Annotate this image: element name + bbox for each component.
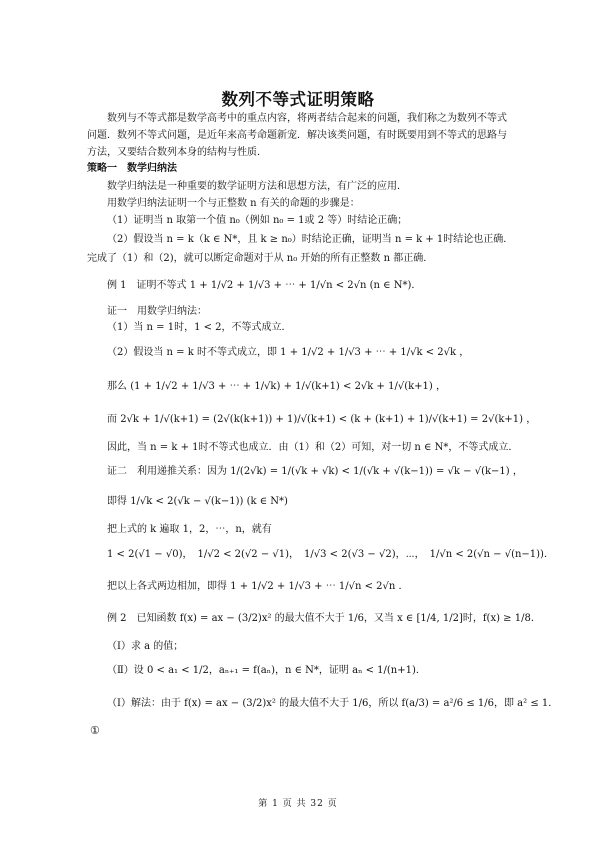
math-line-formula: 1 + 1/√2 + 1/√3 + ⋯ 1/√n < 2√n ． [230, 581, 409, 592]
math-line [107, 346, 469, 360]
intro-paragraph: 数列与不等式都是数学高考中的重点内容，将两者结合起来的问题，我们称之为数列不等式问题．数列不等式问题，是近年来高考命题新宠．解决该类问题，有时既要用到不等式的思路与方法，又要结合数列本身的结构与性质． [87, 113, 507, 158]
math-line-label: 那么 [107, 381, 127, 392]
example-2-line: 例 2 已知函数 f(x) = ax − (3/2)x² 的最大值不大于 1/6，又当 x ∈ [1/4, 1/2]时，f(x) ≥ 1/8． [107, 613, 541, 624]
math-line-label: 证二 利用递推关系：因为 [107, 466, 227, 477]
math-line [107, 465, 523, 479]
math-line: 1 < 2(√1 − √0)， 1/√2 < 2(√2 − √1)， 1/√3 < 2(√3 − √2)，⋯， 1/√n < 2(√n − √(n−1))． [107, 549, 554, 560]
math-line-formula: 1/(2√k) = 1/(√k + √k) < 1/(√k + √(k−1)) = √k − √(k−1) ， [230, 466, 523, 477]
math-line [107, 380, 446, 394]
math-line-formula: 1/√k < 2(√k − √(k−1)) (k ∈ N*) [130, 496, 288, 507]
math-line-label: 而 [107, 414, 117, 425]
math-line-formula: (1 + 1/√2 + 1/√3 + ⋯ + 1/√k) + 1/√(k+1) < 2√k + 1/√(k+1) ， [130, 381, 446, 392]
text-line: 用数学归纳法证明一个与正整数 n 有关的命题的步骤是： [107, 198, 360, 209]
example-1-line [107, 279, 421, 293]
math-line [107, 413, 536, 427]
math-line [107, 580, 409, 594]
text-line: （Ⅰ）求 a 的值； [107, 641, 184, 652]
text-line: 数学归纳法是一种重要的数学证明方法和思想方法，有广泛的应用． [107, 181, 407, 192]
text-line: 完成了（1）和（2)，就可以断定命题对于从 n₀ 开始的所有正整数 n 都正确． [87, 253, 434, 264]
math-line-formula: 2√k + 1/√(k+1) = (2√(k(k+1)) + 1)/√(k+1) < (k + (k+1) + 1)/√(k+1) = 2√(k+1) ， [120, 414, 537, 425]
math-line-label: 即得 [107, 496, 127, 507]
text-line: （1）证明当 n 取第一个值 n₀（例如 n₀ = 1或 2 等）时结论正确； [107, 215, 408, 226]
circled-number-marker: ① [90, 724, 100, 737]
solution-line: （Ⅰ）解法：由于 f(x) = ax − (3/2)x² 的最大值不大于 1/6，所以 f(a/3) = a²/6 ≤ 1/6，即 a² ≤ 1． [107, 698, 559, 709]
proof-1-heading: 证一 用数学归纳法： [107, 306, 207, 317]
strategy-heading: 策略一 数学归纳法 [87, 163, 177, 174]
text-line: （2）假设当 n = k（k ∈ N*，且 k ≥ n₀）时结论正确，证明当 n = k + 1时结论也正确． [107, 234, 514, 245]
text-line: （Ⅱ）设 0 < a₁ < 1/2，aₙ₊₁ = f(aₙ)，n ∈ N*，证明 aₙ < 1/(n+1)． [107, 665, 426, 676]
text-line: 因此，当 n = k + 1时不等式也成立．由（1）和（2）可知，对一切 n ∈ N*，不等式成立． [107, 442, 519, 453]
example-1-label: 例 1 证明不等式 [107, 280, 187, 291]
text-line: （1）当 n = 1时，1 < 2，不等式成立． [107, 322, 292, 333]
math-line-label: （2）假设当 n = k 时不等式成立，即 [107, 347, 277, 358]
page-title: 数列不等式证明策略 [221, 90, 375, 109]
math-line-formula: 1 + 1/√2 + 1/√3 + ⋯ + 1/√k < 2√k ， [280, 347, 470, 358]
math-line [107, 495, 288, 509]
text-line: 把上式的 k 遍取 1，2，⋯，n，就有 [107, 524, 272, 535]
page-footer: 第 1 页 共 32 页 [258, 799, 338, 809]
math-line-label: 把以上各式两边相加，即得 [107, 581, 227, 592]
example-1-formula: 1 + 1/√2 + 1/√3 + ⋯ + 1/√n < 2√n (n ∈ N*)． [189, 280, 422, 291]
